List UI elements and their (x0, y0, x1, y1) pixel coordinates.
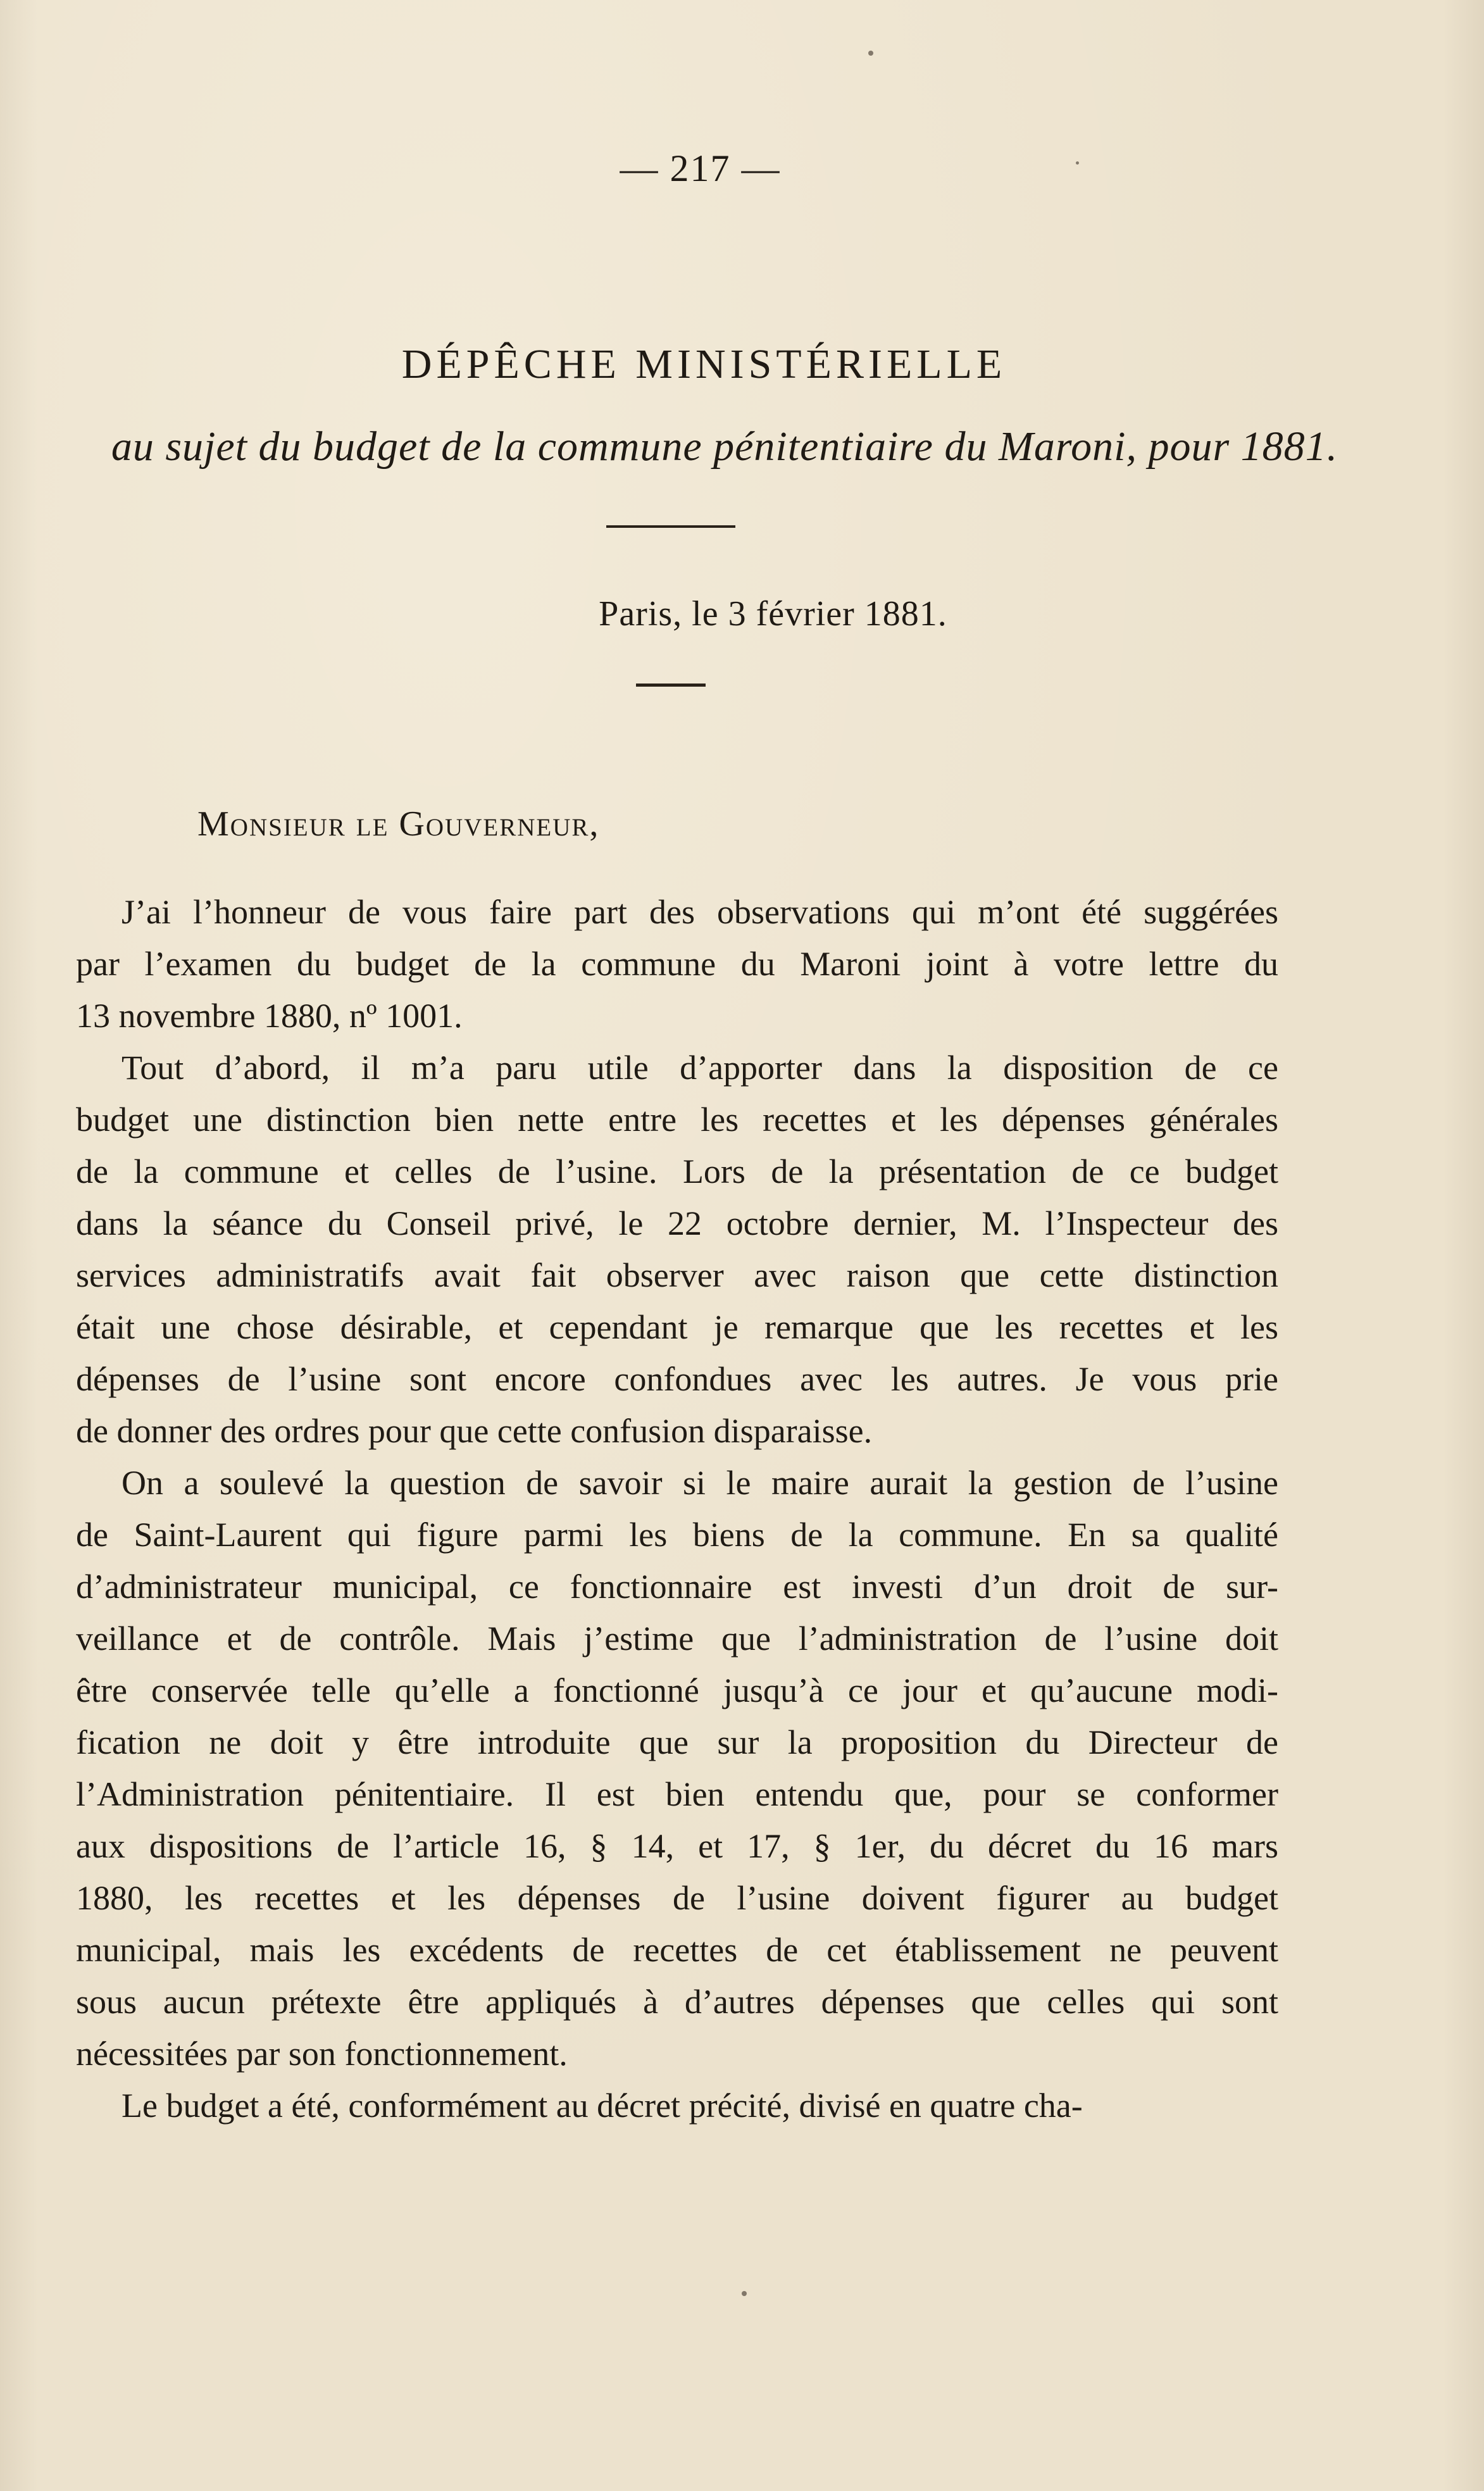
document-subtitle: au sujet du budget de la commune pénitentiaire du Maroni, pour 1881. (111, 423, 1338, 470)
paper-speck (742, 2291, 747, 2296)
text-line: veillance et de contrôle. Mais j’estime que l’administration de l’usine doit (76, 1620, 1278, 1658)
text-line: Tout d’abord, il m’a paru utile d’apporter dans la disposition de ce (122, 1049, 1278, 1087)
text-line: On a soulevé la question de savoir si le maire aurait la gestion de l’usine (122, 1464, 1278, 1502)
text-line: était une chose désirable, et cependant je remarque que les recettes et les (76, 1308, 1278, 1346)
text-line: fication ne doit y être introduite que sur la proposition du Directeur de (76, 1723, 1278, 1761)
text-line: dans la séance du Conseil privé, le 22 octobre dernier, M. l’Inspecteur des (76, 1204, 1278, 1242)
title-divider-rule (606, 525, 735, 528)
text-line: de donner des ordres pour que cette confusion disparaisse. (76, 1412, 873, 1450)
text-line: de Saint-Laurent qui figure parmi les biens de la commune. En sa qualité (76, 1516, 1278, 1554)
page-number: — 217 — (620, 147, 781, 189)
text-line: 13 novembre 1880, nº 1001. (76, 997, 463, 1035)
text-line: 1880, les recettes et les dépenses de l’usine doivent figurer au budget (76, 1879, 1278, 1917)
text-line: par l’examen du budget de la commune du Maroni joint à votre lettre du (76, 945, 1278, 983)
paper-speck (868, 51, 873, 56)
text-line: J’ai l’honneur de vous faire part des observations qui m’ont été suggérées (122, 893, 1278, 931)
document-title: DÉPÊCHE MINISTÉRIELLE (401, 341, 1007, 387)
dateline: Paris, le 3 février 1881. (599, 594, 947, 634)
text-line: aux dispositions de l’article 16, § 14, et 17, § 1er, du décret du 16 mars (76, 1827, 1278, 1865)
text-line: Le budget a été, conformément au décret précité, divisé en quatre cha- (122, 2087, 1083, 2125)
text-line: sous aucun prétexte être appliqués à d’autres dépenses que celles qui sont (76, 1983, 1278, 2021)
dateline-divider-rule (636, 684, 706, 687)
text-line: d’administrateur municipal, ce fonctionnaire est investi d’un droit de sur- (76, 1568, 1278, 1606)
text-line: services administratifs avait fait observer avec raison que cette distinction (76, 1256, 1278, 1294)
text-line: dépenses de l’usine sont encore confondues avec les autres. Je vous prie (76, 1360, 1278, 1398)
letter-body (76, 886, 1278, 2132)
text-line: être conservée telle qu’elle a fonctionné jusqu’à ce jour et qu’aucune modi- (76, 1671, 1278, 1709)
text-line: nécessitées par son fonctionnement. (76, 2035, 568, 2073)
paper-speck (1076, 161, 1079, 165)
text-line: municipal, mais les excédents de recettes de cet établissement ne peuvent (76, 1931, 1278, 1969)
text-line: de la commune et celles de l’usine. Lors de la présentation de ce budget (76, 1152, 1278, 1190)
text-line: l’Administration pénitentiaire. Il est bien entendu que, pour se conformer (76, 1775, 1278, 1813)
text-line: budget une distinction bien nette entre les recettes et les dépenses générales (76, 1101, 1278, 1139)
salutation: Monsieur le Gouverneur, (197, 804, 600, 844)
